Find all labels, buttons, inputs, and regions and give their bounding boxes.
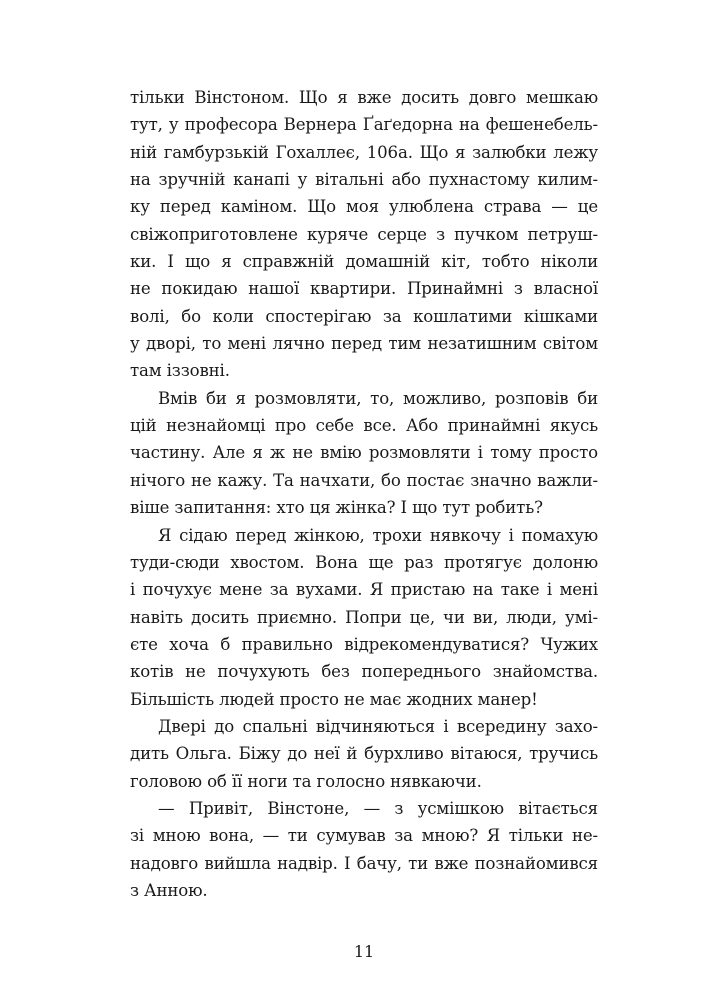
text-line: нічого не кажу. Та начхати, бо постає значно важли- [130, 470, 598, 490]
text-line: і почухує мене за вухами. Я пристаю на таке і мені [130, 580, 598, 600]
text-line: котів не почухують без попереднього знайомства. [130, 662, 598, 682]
text-line: дить Ольга. Біжу до неї й бурхливо вітаюся, тручись [130, 744, 598, 764]
text-line: єте хоча б правильно відрекомендуватися? Чужих [130, 634, 598, 654]
text-line: віше запитання: хто ця жінка? І що тут робить? [130, 498, 543, 518]
text-line: частину. Але я ж не вмію розмовляти і тому просто [130, 443, 598, 463]
text-line: Я сідаю перед жінкою, трохи нявкочу і помахую [158, 525, 598, 545]
text-line: у дворі, то мені лячно перед тим незатишним світом [130, 334, 598, 354]
text-line: волі, бо коли спостерігаю за кошлатими кішками [130, 306, 598, 326]
text-line: надовго вийшла надвір. І бачу, ти вже познайомився [130, 853, 598, 873]
text-line: тут, у професора Вернера Ґаґедорна на фешенебель- [130, 115, 598, 135]
page-number: 11 [353, 942, 375, 961]
text-line: ку перед каміном. Що моя улюблена страва — це [130, 197, 598, 217]
text-line: ній гамбурзькій Гохаллеє, 106а. Що я залюбки лежу [130, 142, 598, 162]
text-line: навіть досить приємно. Попри це, чи ви, люди, умі- [130, 607, 598, 627]
text-line: свіжоприготовлене куряче серце з пучком петруш- [130, 224, 598, 244]
page-body [130, 84, 598, 904]
text-line: на зручній канапі у вітальні або пухнастому килим- [130, 170, 598, 190]
text-line: ки. І що я справжній домашній кіт, тобто ніколи [130, 252, 598, 272]
paragraph [130, 713, 598, 795]
text-line: Двері до спальні відчиняються і всередину захо- [158, 716, 598, 736]
text-line: тільки Вінстоном. Що я вже досить довго мешкаю [130, 88, 598, 107]
text-line: з Анною. [130, 880, 208, 900]
text-line: там іззовні. [130, 361, 230, 381]
paragraph [130, 522, 598, 713]
text-line: — Привіт, Вінстоне, — з усмішкою вітається [158, 798, 598, 818]
text-line: головою об її ноги та голосно нявкаючи. [130, 771, 482, 791]
text-line: Більшість людей просто не має жодних манер! [130, 689, 538, 709]
paragraph [130, 795, 598, 904]
text-line: зі мною вона, — ти сумував за мною? Я тільки не- [130, 826, 598, 846]
text-line: не покидаю нашої квартири. Принаймні з власної [130, 279, 598, 299]
paragraph [130, 385, 598, 522]
text-line: цій незнайомці про себе все. Або принаймні якусь [130, 416, 598, 436]
text-line: Вмів би я розмовляти, то, можливо, розповів би [158, 388, 598, 408]
paragraph [130, 84, 598, 385]
text-line: туди-сюди хвостом. Вона ще раз протягує долоню [130, 552, 598, 572]
